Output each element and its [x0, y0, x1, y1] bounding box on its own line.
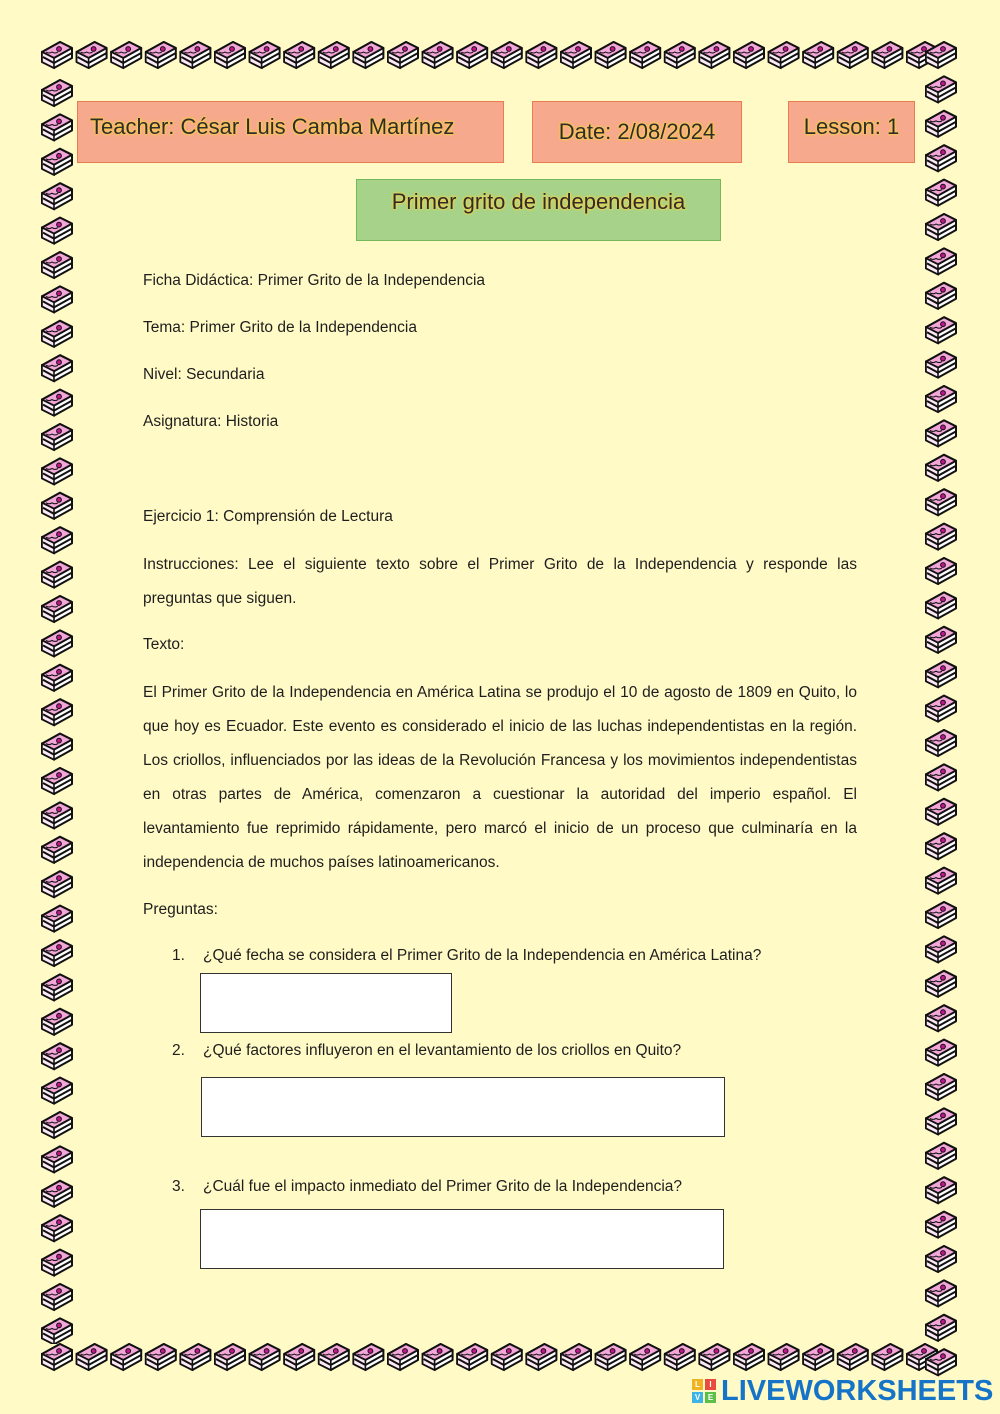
- lesson-number: Lesson: 1: [803, 114, 900, 139]
- reading-text: El Primer Grito de la Independencia en América Latina se produjo el 10 de agosto de 1809 en Quito, lo que hoy es Ecuador. Este evento es considerado el inicio de las luchas independentistas en la región. Los criollos, influenciados por las ideas de la Revolución Francesa y los movimientos independentistas en otras partes de América, comenzaron a cuestionar la autoridad del imperio español. El levantamiento fue reprimido rápidamente, pero marcó el inicio de un proceso que culminaría en la independencia de muchos países latinoamericanos.: [143, 684, 857, 871]
- cake-slice-icon: [926, 1005, 956, 1031]
- cake-slice-icon: [42, 699, 72, 725]
- answer-3-input[interactable]: [200, 1209, 724, 1269]
- text-label: Texto:: [143, 636, 185, 653]
- cake-slice-icon: [42, 1146, 72, 1172]
- logo-letter-l: L: [692, 1379, 703, 1390]
- cake-slice-icon: [872, 42, 902, 68]
- cake-slice-icon: [42, 183, 72, 209]
- answer-1-input[interactable]: [200, 973, 452, 1033]
- cake-slice-icon: [42, 596, 72, 622]
- cake-slice-icon: [111, 42, 141, 68]
- cake-slice-icon: [215, 1344, 245, 1370]
- cake-slice-icon: [926, 1212, 956, 1238]
- cake-slice-icon: [699, 42, 729, 68]
- cake-slice-icon: [42, 665, 72, 691]
- topic-title-box: [356, 179, 721, 241]
- decorative-border-top: [40, 38, 960, 74]
- liveworksheets-logo-icon: [692, 1379, 716, 1403]
- cake-slice-icon: [250, 42, 280, 68]
- tema-line: Tema: Primer Grito de la Independencia: [143, 319, 417, 336]
- cake-slice-icon: [926, 1280, 956, 1306]
- cake-slice-icon: [630, 1344, 660, 1370]
- cake-slice-icon: [526, 42, 556, 68]
- decorative-border-right: [924, 38, 960, 1378]
- nivel-line: Nivel: Secundaria: [143, 366, 265, 383]
- liveworksheets-text: LIVEWORKSHEETS: [721, 1374, 994, 1407]
- cake-slice-icon: [926, 248, 956, 274]
- cake-slice-icon: [319, 42, 349, 68]
- cake-slice-icon: [42, 1043, 72, 1069]
- cake-slice-icon: [926, 661, 956, 687]
- decorative-border-left: [40, 76, 76, 1344]
- cake-slice-icon: [42, 1250, 72, 1276]
- cake-slice-icon: [926, 833, 956, 859]
- cake-slice-icon: [42, 906, 72, 932]
- cake-slice-icon: [926, 558, 956, 584]
- cake-slice-icon: [250, 1344, 280, 1370]
- logo-letter-e: E: [705, 1392, 716, 1403]
- cake-slice-icon: [926, 111, 956, 137]
- cake-slice-icon: [926, 455, 956, 481]
- cake-slice-icon: [77, 42, 107, 68]
- cake-slice-icon: [42, 802, 72, 828]
- cake-slice-icon: [926, 764, 956, 790]
- cake-slice-icon: [926, 1143, 956, 1169]
- cake-slice-icon: [42, 80, 72, 106]
- cake-slice-icon: [42, 424, 72, 450]
- cake-slice-icon: [146, 42, 176, 68]
- cake-slice-icon: [42, 1344, 72, 1370]
- cake-slice-icon: [42, 871, 72, 897]
- logo-letter-i: I: [705, 1379, 716, 1390]
- cake-slice-icon: [180, 42, 210, 68]
- cake-slice-icon: [926, 214, 956, 240]
- cake-slice-icon: [42, 1318, 72, 1344]
- cake-slice-icon: [180, 1344, 210, 1370]
- cake-slice-icon: [42, 974, 72, 1000]
- cake-slice-icon: [926, 1177, 956, 1203]
- cake-slice-icon: [284, 42, 314, 68]
- cake-slice-icon: [596, 42, 626, 68]
- cake-slice-icon: [926, 799, 956, 825]
- exercise-title: Ejercicio 1: Comprensión de Lectura: [143, 508, 393, 525]
- cake-slice-icon: [926, 868, 956, 894]
- cake-slice-icon: [492, 1344, 522, 1370]
- cake-slice-icon: [42, 321, 72, 347]
- cake-slice-icon: [146, 1344, 176, 1370]
- cake-slice-icon: [926, 386, 956, 412]
- cake-slice-icon: [42, 527, 72, 553]
- cake-slice-icon: [926, 936, 956, 962]
- cake-slice-icon: [769, 42, 799, 68]
- cake-slice-icon: [769, 1344, 799, 1370]
- cake-slice-icon: [926, 76, 956, 102]
- cake-slice-icon: [665, 1344, 695, 1370]
- cake-slice-icon: [926, 180, 956, 206]
- cake-slice-icon: [42, 1215, 72, 1241]
- question-3-text: ¿Cuál fue el impacto inmediato del Primer Grito de la Independencia?: [203, 1178, 683, 1195]
- cake-slice-icon: [42, 630, 72, 656]
- teacher-box: [77, 101, 504, 163]
- cake-slice-icon: [926, 971, 956, 997]
- liveworksheets-watermark[interactable]: [692, 1374, 993, 1408]
- cake-slice-icon: [388, 42, 418, 68]
- cake-slice-icon: [926, 1074, 956, 1100]
- cake-slice-icon: [353, 42, 383, 68]
- cake-slice-icon: [926, 524, 956, 550]
- cake-slice-icon: [561, 1344, 591, 1370]
- cake-slice-icon: [596, 1344, 626, 1370]
- question-3-number: 3.: [172, 1178, 185, 1195]
- cake-slice-icon: [353, 1344, 383, 1370]
- cake-slice-icon: [926, 1246, 956, 1272]
- answer-2-input[interactable]: [201, 1077, 725, 1137]
- cake-slice-icon: [526, 1344, 556, 1370]
- cake-slice-icon: [872, 1344, 902, 1370]
- cake-slice-icon: [926, 592, 956, 618]
- cake-slice-icon: [926, 627, 956, 653]
- cake-slice-icon: [561, 42, 591, 68]
- question-2-number: 2.: [172, 1042, 185, 1059]
- cake-slice-icon: [42, 734, 72, 760]
- cake-slice-icon: [457, 42, 487, 68]
- cake-slice-icon: [42, 114, 72, 140]
- cake-slice-icon: [423, 42, 453, 68]
- cake-slice-icon: [42, 1181, 72, 1207]
- cake-slice-icon: [215, 42, 245, 68]
- cake-slice-icon: [926, 1040, 956, 1066]
- cake-slice-icon: [926, 283, 956, 309]
- cake-slice-icon: [926, 145, 956, 171]
- exercise-instructions: Instrucciones: Lee el siguiente texto sobre el Primer Grito de la Independencia y responde las preguntas que siguen.: [143, 556, 857, 607]
- cake-slice-icon: [926, 1108, 956, 1134]
- date-box: [532, 101, 742, 163]
- cake-slice-icon: [926, 317, 956, 343]
- cake-slice-icon: [42, 1078, 72, 1104]
- cake-slice-icon: [42, 1112, 72, 1138]
- cake-slice-icon: [42, 940, 72, 966]
- cake-slice-icon: [42, 286, 72, 312]
- cake-slice-icon: [42, 218, 72, 244]
- cake-slice-icon: [926, 696, 956, 722]
- cake-slice-icon: [630, 42, 660, 68]
- cake-slice-icon: [42, 42, 72, 68]
- cake-slice-icon: [284, 1344, 314, 1370]
- question-1-text: ¿Qué fecha se considera el Primer Grito de la Independencia en América Latina?: [203, 947, 762, 964]
- cake-slice-icon: [388, 1344, 418, 1370]
- logo-letter-v: V: [692, 1392, 703, 1403]
- cake-slice-icon: [803, 1344, 833, 1370]
- ficha-line: Ficha Didáctica: Primer Grito de la Independencia: [143, 272, 486, 289]
- cake-slice-icon: [926, 730, 956, 756]
- cake-slice-icon: [42, 768, 72, 794]
- asignatura-line: Asignatura: Historia: [143, 413, 279, 430]
- cake-slice-icon: [838, 42, 868, 68]
- questions-label: Preguntas:: [143, 901, 218, 918]
- question-2-text: ¿Qué factores influyeron en el levantamiento de los criollos en Quito?: [203, 1042, 682, 1059]
- cake-slice-icon: [42, 837, 72, 863]
- cake-slice-icon: [423, 1344, 453, 1370]
- teacher-name: Teacher: César Luis Camba Martínez: [90, 114, 455, 139]
- cake-slice-icon: [926, 902, 956, 928]
- cake-slice-icon: [665, 42, 695, 68]
- lesson-box: [788, 101, 915, 163]
- cake-slice-icon: [42, 252, 72, 278]
- cake-slice-icon: [42, 149, 72, 175]
- cake-slice-icon: [734, 1344, 764, 1370]
- cake-slice-icon: [699, 1344, 729, 1370]
- decorative-border-bottom: [40, 1340, 960, 1376]
- cake-slice-icon: [926, 352, 956, 378]
- cake-slice-icon: [77, 1344, 107, 1370]
- cake-slice-icon: [926, 489, 956, 515]
- cake-slice-icon: [734, 42, 764, 68]
- cake-slice-icon: [457, 1344, 487, 1370]
- cake-slice-icon: [319, 1344, 349, 1370]
- cake-slice-icon: [926, 1349, 956, 1375]
- cake-slice-icon: [42, 493, 72, 519]
- question-1-number: 1.: [172, 947, 185, 964]
- cake-slice-icon: [42, 458, 72, 484]
- cake-slice-icon: [42, 1284, 72, 1310]
- cake-slice-icon: [42, 562, 72, 588]
- cake-slice-icon: [492, 42, 522, 68]
- cake-slice-icon: [838, 1344, 868, 1370]
- cake-slice-icon: [926, 420, 956, 446]
- cake-slice-icon: [42, 1009, 72, 1035]
- cake-slice-icon: [42, 390, 72, 416]
- lesson-date: Date: 2/08/2024: [558, 119, 716, 144]
- cake-slice-icon: [42, 355, 72, 381]
- cake-slice-icon: [803, 42, 833, 68]
- cake-slice-icon: [926, 42, 956, 68]
- cake-slice-icon: [926, 1315, 956, 1341]
- cake-slice-icon: [111, 1344, 141, 1370]
- topic-title: Primer grito de independencia: [391, 189, 686, 214]
